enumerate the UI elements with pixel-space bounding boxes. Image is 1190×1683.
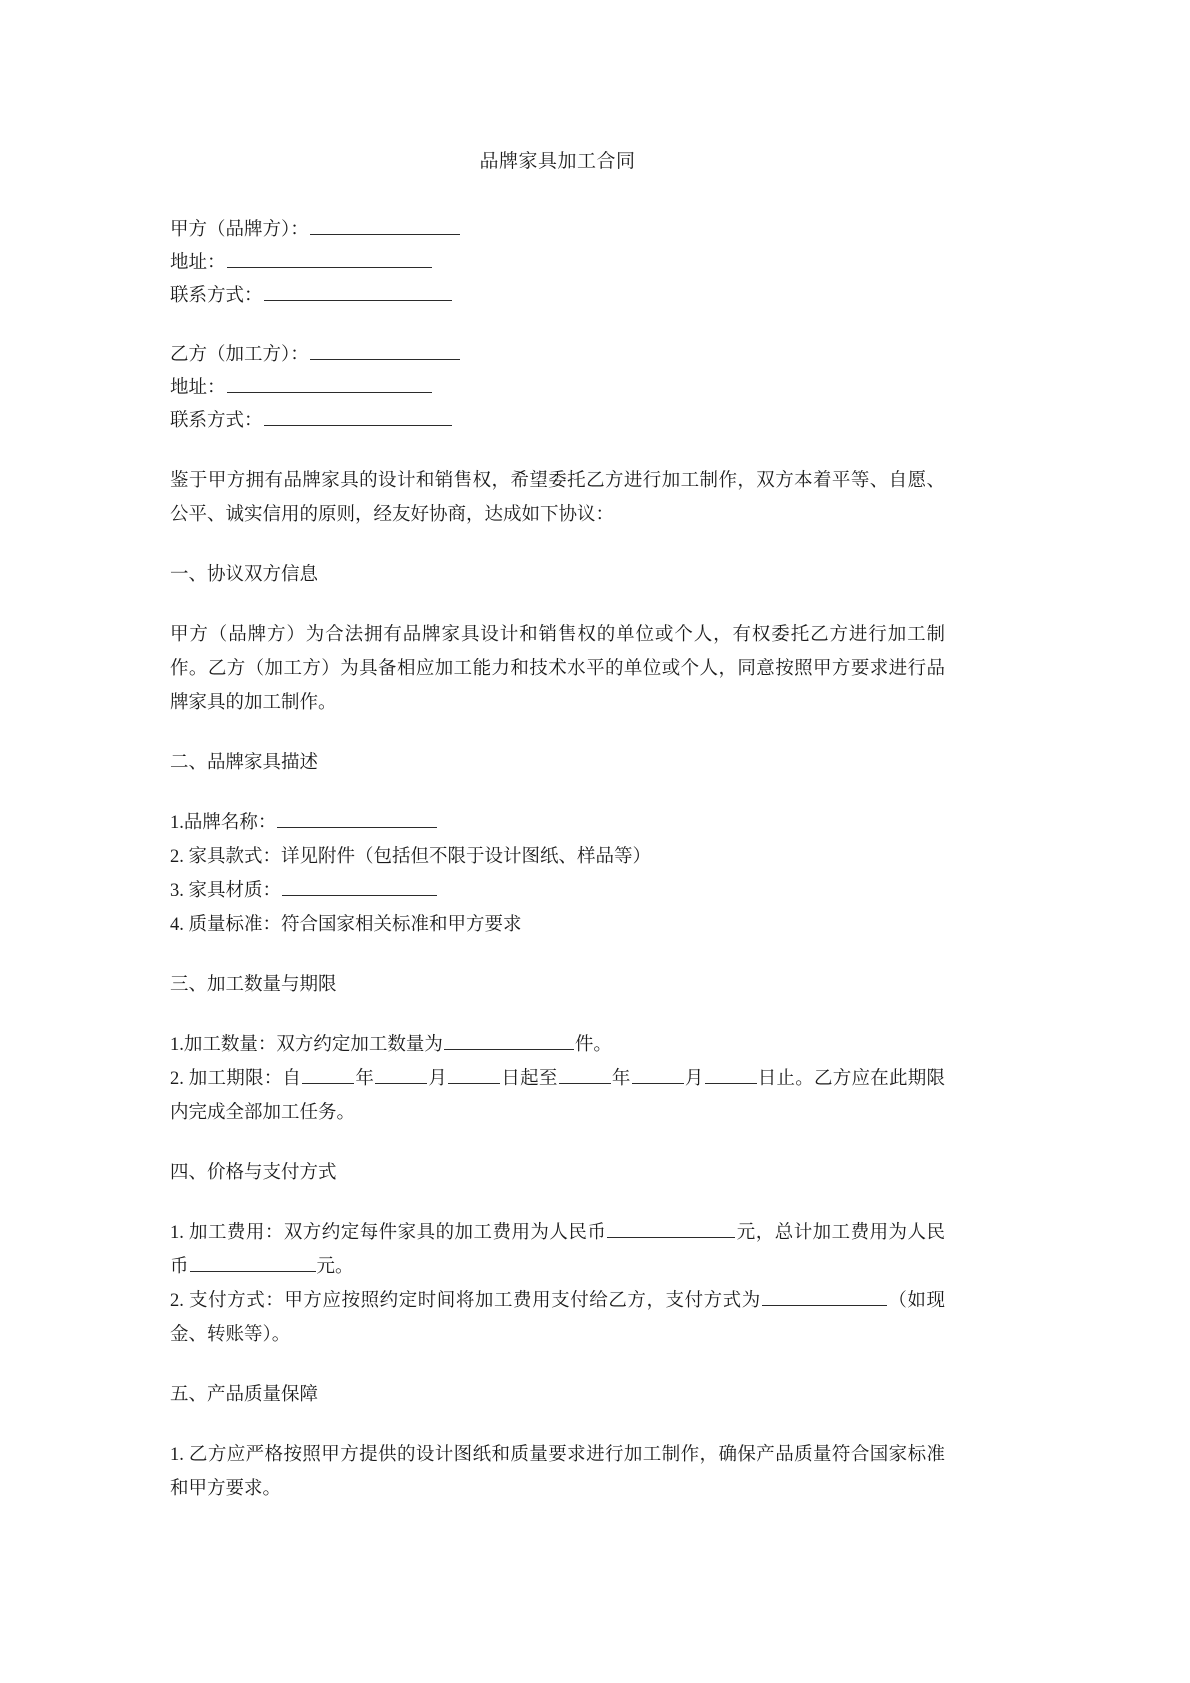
section-heading-4: 四、价格与支付方式 — [170, 1163, 337, 1183]
party-b-address-line — [170, 372, 945, 405]
fee-prefix-label: 1. 加工费用：双方约定每件家具的加工费用为人民币 — [170, 1223, 607, 1243]
item-quality-standard: 4. 质量标准：符合国家相关标准和甲方要求 — [170, 915, 522, 935]
party-a-contact-blank[interactable] — [264, 282, 452, 301]
material-blank[interactable] — [282, 877, 437, 896]
item-processing-quantity — [170, 1028, 945, 1062]
party-a-contact-line — [170, 280, 945, 313]
end-month-blank[interactable] — [632, 1065, 684, 1084]
end-day-blank[interactable] — [705, 1065, 757, 1084]
item-brand-name-label: 1.品牌名称： — [170, 813, 277, 833]
item-payment-method — [170, 1284, 945, 1352]
start-year-blank[interactable] — [302, 1065, 354, 1084]
section-1-paragraph: 甲方（品牌方）为合法拥有品牌家具设计和销售权的单位或个人，有权委托乙方进行加工制作。乙方（加工方）为具备相应加工能力和技术水平的单位或个人，同意按照甲方要求进行品牌家具的加工制作。 — [170, 625, 945, 713]
party-a-address-label: 地址： — [170, 253, 226, 273]
quantity-suffix-label: 件。 — [574, 1035, 612, 1055]
party-b-name-label: 乙方（加工方）： — [170, 345, 309, 365]
preamble-paragraph: 鉴于甲方拥有品牌家具的设计和销售权，希望委托乙方进行加工制作，双方本着平等、自愿、公平、诚实信用的原则，经友好协商，达成如下协议： — [170, 471, 945, 525]
party-a-contact-label: 联系方式： — [170, 286, 263, 306]
item-processing-term — [170, 1062, 945, 1130]
payment-prefix-label: 2. 支付方式：甲方应按照约定时间将加工费用支付给乙方，支付方式为 — [170, 1291, 761, 1311]
quantity-prefix-label: 1.加工数量：双方约定加工数量为 — [170, 1035, 443, 1055]
section-heading-1: 一、协议双方信息 — [170, 565, 319, 585]
fee-mid-label: 元，总计加工费用为人民币 — [170, 1223, 945, 1277]
payment-method-blank[interactable] — [762, 1287, 887, 1306]
term-month2-label: 月 — [684, 1069, 704, 1089]
item-quality-clause-1: 1. 乙方应严格按照甲方提供的设计图纸和质量要求进行加工制作，确保产品质量符合国家标准和甲方要求。 — [170, 1445, 945, 1499]
party-b-block — [170, 339, 945, 438]
section-5-items — [170, 1438, 945, 1506]
term-day1-label: 日起至 — [501, 1069, 558, 1089]
brand-name-blank[interactable] — [277, 809, 437, 828]
term-prefix-label: 2. 加工期限：自 — [170, 1069, 302, 1089]
party-a-name-label: 甲方（品牌方）： — [170, 220, 309, 240]
page-title: 品牌家具加工合同 — [479, 151, 636, 172]
party-b-name-blank[interactable] — [310, 341, 460, 360]
term-year1-label: 年 — [355, 1069, 375, 1089]
item-processing-fee — [170, 1216, 945, 1284]
payment-suffix-label: （如现金、转账等）。 — [170, 1291, 945, 1345]
party-b-address-label: 地址： — [170, 378, 226, 398]
unit-fee-blank[interactable] — [607, 1219, 735, 1238]
section-3-items — [170, 1028, 945, 1130]
total-fee-blank[interactable] — [190, 1253, 316, 1272]
party-a-name-line — [170, 214, 945, 247]
party-a-address-blank[interactable] — [227, 249, 432, 268]
term-month1-label: 月 — [428, 1069, 448, 1089]
section-2-items — [170, 806, 945, 942]
item-furniture-material — [170, 874, 945, 908]
section-4-items — [170, 1216, 945, 1352]
term-year2-label: 年 — [611, 1069, 631, 1089]
party-a-address-line — [170, 247, 945, 280]
item-brand-name — [170, 806, 945, 840]
party-b-contact-blank[interactable] — [264, 407, 452, 426]
section-heading-5: 五、产品质量保障 — [170, 1385, 319, 1405]
term-day2-label: 日止。乙方应在此期限内完成全部加工任务。 — [170, 1069, 945, 1123]
party-b-address-blank[interactable] — [227, 374, 432, 393]
party-b-name-line — [170, 339, 945, 372]
party-b-contact-label: 联系方式： — [170, 411, 263, 431]
quantity-blank[interactable] — [444, 1031, 574, 1050]
end-year-blank[interactable] — [559, 1065, 611, 1084]
party-b-contact-line — [170, 405, 945, 438]
party-a-name-blank[interactable] — [310, 216, 460, 235]
item-material-label: 3. 家具材质： — [170, 881, 282, 901]
item-furniture-style: 2. 家具款式：详见附件（包括但不限于设计图纸、样品等） — [170, 847, 652, 867]
fee-suffix-label: 元。 — [316, 1257, 354, 1277]
section-heading-3: 三、加工数量与期限 — [170, 975, 337, 995]
start-day-blank[interactable] — [448, 1065, 500, 1084]
section-heading-2: 二、品牌家具描述 — [170, 753, 319, 773]
party-a-block — [170, 214, 945, 313]
start-month-blank[interactable] — [375, 1065, 427, 1084]
